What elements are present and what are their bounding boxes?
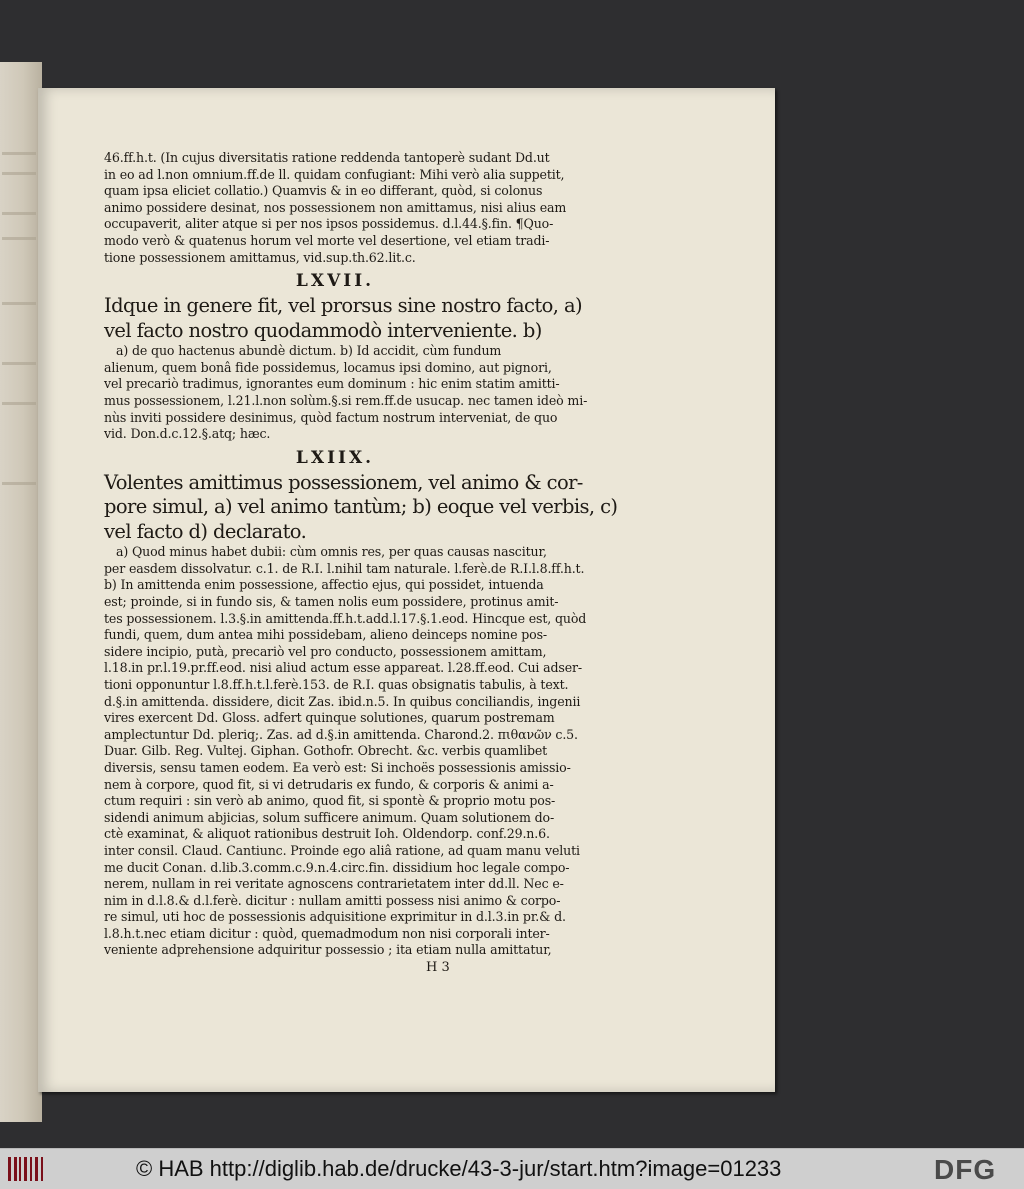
text-line: me ducit Conan. d.lib.3.comm.c.9.n.4.circ.fin. dissidium hoc legale compo-: [104, 859, 570, 875]
text-line: tes possessionem. l.3.§.in amittenda.ff.h.t.add.l.17.§.1.eod. Hincque est, quòd: [104, 610, 587, 626]
text-line: vel precariò tradimus, ignorantes eum dominum : hic enim statim amitti-: [104, 376, 560, 392]
notes-68: [104, 544, 587, 959]
text-line: nem à corpore, quod fit, si vi detrudaris ex fundo, & corporis & animi a-: [104, 776, 554, 792]
text-line: fundi, quem, dum antea mihi possidebam, alieno deinceps nomine pos-: [104, 627, 547, 643]
text-line: nùs inviti possidere desinimus, quòd factum nostrum interveniat, de quo: [104, 409, 558, 425]
text-line: tione possessionem amittamus, vid.sup.th.62.lit.c.: [104, 249, 416, 265]
thesis-68: [104, 470, 618, 545]
previous-leaf-edge: [0, 62, 42, 1122]
thesis-line: Idque in genere fit, vel prorsus sine nostro facto, a): [104, 294, 582, 318]
text-line: per easdem dissolvatur. c.1. de R.I. l.nihil tam naturale. l.ferè.de R.I.l.8.ff.h.t.: [104, 560, 585, 576]
thesis-line: Volentes amittimus possessionem, vel animo & cor-: [104, 470, 583, 494]
text-line: a) Quod minus habet dubii: cùm omnis res, per quas causas nascitur,: [116, 544, 547, 560]
text-line: nim in d.l.8.& d.l.ferè. dicitur : nullam amitti possess nisi animo & corpo-: [104, 892, 561, 908]
thesis-line: vel facto nostro quodammodò interveniente. b): [104, 318, 542, 342]
text-line: vires exercent Dd. Gloss. adfert quinque solutiones, quarum postremam: [104, 710, 555, 726]
text-line: b) In amittenda enim possessione, affectio ejus, qui possidet, intuenda: [104, 577, 544, 593]
text-line: vid. Don.d.c.12.§.atq; hæc.: [104, 426, 271, 442]
dfg-logo: DFG: [934, 1154, 997, 1185]
text-line: inter consil. Claud. Cantiunc. Proinde ego aliâ ratione, ad quam manu veluti: [104, 842, 580, 858]
copyright-url[interactable]: © HAB http://diglib.hab.de/drucke/43-3-jur/start.htm?image=01233: [136, 1156, 782, 1181]
thesis-heading-68: LXIIX.: [295, 447, 375, 468]
text-line: modo verò & quatenus horum vel morte vel desertione, vel etiam tradi-: [104, 232, 550, 248]
text-line: l.18.in pr.l.19.pr.ff.eod. nisi aliud actum esse appareat. l.28.ff.eod. Cui adser-: [104, 660, 582, 676]
text-line: quam ipsa eliciet collatio.) Quamvis & in eo differant, quòd, si colonus: [104, 183, 543, 199]
text-line: in eo ad l.non omnium.ff.de ll. quidam confugiant: Mihi verò alia suppetit,: [104, 166, 565, 182]
thesis-line: vel facto d) declarato.: [104, 519, 307, 543]
text-line: amplectuntur Dd. pleriq;. Zas. ad d.§.in amittenda. Charond.2. πιθανῶν c.5.: [104, 726, 578, 742]
paragraph-top: [104, 150, 566, 266]
text-line: occupaverit, aliter atque si per nos ipsos possidemus. d.l.44.§.fin. ¶Quo-: [104, 216, 554, 232]
text-line: ctè examinat, & aliquot rationibus destruit Ioh. Oldendorp. conf.29.n.6.: [104, 826, 550, 842]
footer-bar: [0, 1148, 1024, 1189]
text-line: diversis, sensu tamen eodem. Ea verò est: Si inchoës possessionis amissio-: [104, 759, 571, 775]
text-line: sidendi animum abjicias, solum sufficere animum. Quam solutionem do-: [104, 809, 555, 825]
text-line: alienum, quem bonâ fide possidemus, locamus ipsi domino, aut pignori,: [104, 359, 552, 375]
text-line: est; proinde, si in fundo sis, & tamen nolis eum possidere, protinus amit-: [104, 594, 559, 609]
thesis-67: [104, 294, 582, 343]
text-line: a) de quo hactenus abundè dictum. b) Id accidit, cùm fundum: [116, 343, 502, 359]
hab-barcode-logo-icon: [6, 1155, 46, 1183]
thesis-line: pore simul, a) vel animo tantùm; b) eoque vel verbis, c): [104, 495, 618, 519]
notes-67: [104, 343, 588, 443]
page-text: [104, 150, 618, 977]
thesis-heading-67: LXVII.: [295, 271, 375, 292]
text-line: ctum requiri : sin verò ab animo, quod fit, si spontè & proprio motu pos-: [104, 793, 556, 809]
text-line: 46.ff.h.t. (In cujus diversitatis ratione reddenda tantoperè sudant Dd.ut: [104, 150, 550, 165]
text-line: animo possidere desinat, nos possessionem non amittamus, nisi alius eam: [104, 199, 567, 215]
text-line: veniente adprehensione adquiritur possessio ; ita etiam nulla amittatur,: [104, 942, 552, 958]
text-line: d.§.in amittenda. dissidere, dicit Zas. ibid.n.5. In quibus conciliandis, ingenii: [104, 693, 581, 709]
text-line: tioni opponuntur l.8.ff.h.t.l.ferè.153. de R.I. quas obsignatis tabulis, à text.: [104, 676, 569, 692]
signature-mark: H 3: [426, 960, 450, 976]
text-line: sidere incipio, putà, precariò vel pro conducto, possessionem amittam,: [104, 643, 547, 659]
text-line: mus possessionem, l.21.l.non solùm.§.si rem.ff.de usucap. nec tamen ideò mi-: [104, 392, 588, 408]
text-line: re simul, uti hoc de possessionis adquisitione exprimitur in d.l.3.in pr.& d.: [104, 909, 566, 925]
text-line: l.8.h.t.nec etiam dicitur : quòd, quemadmodum non nisi corporali inter-: [104, 925, 550, 941]
text-line: Duar. Gilb. Reg. Vultej. Giphan. Gothofr. Obrecht. &c. verbis quamlibet: [104, 743, 548, 759]
text-line: nerem, nullam in rei veritate agnoscens contrarietatem inter dd.ll. Nec e-: [104, 876, 564, 892]
